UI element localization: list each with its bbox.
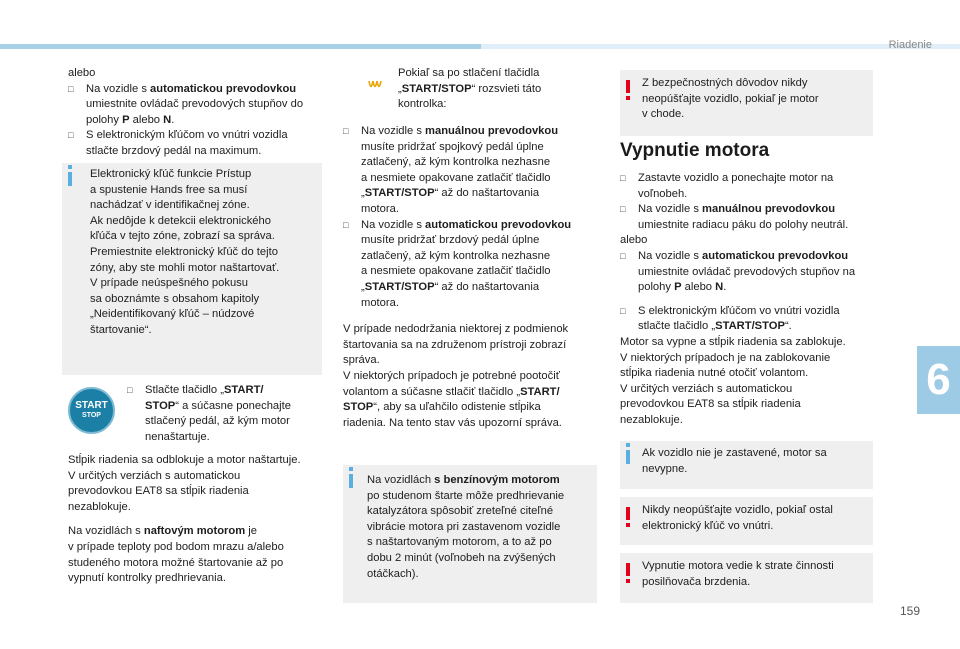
text-line: nenaštartuje.: [145, 430, 210, 443]
text-line: umiestnite radiacu páku do polohy neutrál.: [638, 218, 849, 231]
warning-icon: [626, 507, 630, 520]
text-line: „START/STOP“ rozsvieti táto: [398, 82, 542, 95]
text-line: zatlačený, až kým kontrolka nezhasne: [361, 249, 551, 262]
text-line: Stlačte tlačidlo „START/: [145, 384, 264, 396]
column-1: [68, 66, 328, 160]
info-box: [620, 441, 873, 489]
text-line: stlačený pedál, až kým motor: [145, 415, 290, 428]
text-line: štartovania sa na združenom prístroji zobrazí: [343, 338, 567, 351]
text-line: V niektorých prípadoch je na zablokovanie: [620, 351, 831, 364]
column-2: [398, 66, 588, 113]
text-line: Elektronický kľúč funkcie Prístup: [90, 168, 252, 180]
bullet-item: [127, 383, 327, 445]
text-line: „START/STOP“ až do naštartovania: [361, 280, 540, 293]
text-line: umiestnite ovládač prevodových stupňov na: [638, 265, 856, 278]
bullet-item: [68, 128, 328, 159]
section-heading: Vypnutie motora: [620, 140, 770, 161]
text-line: Nikdy neopúšťajte vozidlo, pokiaľ ostal: [642, 504, 833, 516]
warning-box: [620, 70, 873, 136]
text-line: „Neidentifikovaný kľúč – núdzové: [90, 308, 255, 321]
info-box: [343, 465, 597, 603]
text-line: Na vozidlách s naftovým motorom je: [68, 525, 258, 538]
bullet-marker-icon: □: [620, 305, 626, 316]
column-3: [620, 171, 880, 429]
text-line: musíte pridržať brzdový pedál úplne: [361, 234, 540, 247]
warning-text: [642, 503, 833, 534]
text-line: STOP“ a súčasne ponechajte: [145, 399, 291, 412]
text-line: stlačte brzdový pedál na maximum.: [86, 144, 262, 157]
warning-box: [620, 497, 873, 545]
text-line: umiestnite ovládač prevodových stupňov do: [86, 98, 304, 111]
warning-text: [642, 559, 834, 590]
bullet-marker-icon: □: [68, 130, 74, 141]
text-line: kontrolka:: [398, 98, 447, 111]
text-line: vypnutí kontrolky predhrievania.: [68, 572, 226, 585]
bullet-marker-icon: □: [343, 219, 349, 230]
text-line: zóny, aby ste mohli motor naštartovať.: [90, 261, 280, 274]
text-line: Ak vozidlo nie je zastavené, motor sa: [642, 447, 827, 459]
text-line: polohy P alebo N.: [86, 113, 175, 126]
text-line: V určitých verziách s automatickou: [68, 469, 241, 482]
text-line: motora.: [361, 296, 399, 309]
text-line: katalyzátora spôsobiť zreteľné citeľné: [367, 505, 554, 518]
text-line: Na vozidle s automatickou prevodovkou: [361, 218, 572, 231]
warning-icon: [626, 563, 630, 576]
paragraph: [68, 453, 328, 515]
paragraph: [620, 335, 880, 429]
bullet-marker-icon: □: [68, 83, 74, 94]
glow-plug-icon: [368, 80, 382, 92]
text-line: Na vozidle s automatickou prevodovkou: [638, 249, 849, 262]
text-line: volantom a súčasne stlačiť tlačidlo „START/: [343, 385, 560, 398]
text-line: a nesmiete opakovane zatlačiť tlačidlo: [361, 171, 551, 184]
page-number: 159: [900, 604, 921, 618]
bullet-marker-icon: □: [620, 204, 626, 215]
text-line: Premiestnite elektronický kľúč do tejto: [90, 245, 278, 258]
text-line: STOP“, aby sa uľahčilo odistenie stĺpika: [343, 401, 541, 414]
text-line: prevodovkou EAT8 sa stĺpik riadenia: [68, 485, 249, 498]
text-line: riadenia. Na tento stav vás upozorní správa.: [343, 416, 562, 429]
start-instruction: [127, 383, 327, 445]
column-1-bottom: [68, 453, 328, 587]
start-stop-icon: [68, 387, 115, 434]
text-line: V určitých verziách s automatickou: [620, 382, 793, 395]
text-line: Stĺpik riadenia sa odblokuje a motor naštartuje.: [68, 454, 301, 466]
text-line: V prípade nedodržania niektorej z podmienok: [343, 323, 569, 336]
header-bar-left: [0, 44, 481, 49]
bullet-marker-icon: □: [127, 385, 133, 395]
text-line: motora.: [361, 202, 399, 215]
text-line: a nesmiete opakovane zatlačiť tlačidlo: [361, 265, 551, 278]
text-line: s naštartovaným motorom, a to až po: [367, 536, 552, 549]
start-label: START: [75, 400, 108, 411]
bullet-marker-icon: □: [343, 126, 349, 136]
text-line: Vypnutie motora vedie k strate činnosti: [642, 560, 834, 572]
bullet-item: [620, 304, 880, 335]
text-line: Na vozidlách s benzínovým motorom: [367, 474, 560, 486]
text-line: studeného motora možné štartovanie až po: [68, 556, 284, 569]
text-line: sa oboznámte s obsahom kapitoly: [90, 292, 260, 305]
text-line: otáčkach).: [367, 567, 419, 580]
warning-icon: [626, 80, 630, 93]
text-line: po studenom štarte môže predhrievanie: [367, 489, 565, 502]
info-icon: [68, 172, 72, 186]
bullet-item: [343, 124, 593, 218]
text-line: alebo: [620, 234, 648, 247]
text-line: nevypne.: [642, 462, 688, 475]
info-icon: [626, 450, 630, 464]
text-line: voľnobeh.: [638, 187, 688, 200]
text-line: a spustenie Hands free sa musí: [90, 183, 248, 196]
paragraph: [398, 66, 588, 113]
text-line: Na vozidle s manuálnou prevodovkou: [638, 203, 836, 216]
text-line: Zastavte vozidlo a ponechajte motor na: [638, 172, 834, 184]
text-line: Z bezpečnostných dôvodov nikdy: [642, 77, 808, 89]
text-line: nezablokuje.: [620, 413, 683, 426]
warning-text: [642, 76, 819, 123]
paragraph: [343, 322, 593, 431]
text-line: V niektorých prípadoch je potrebné pootočiť: [343, 369, 560, 382]
bullet-item: [620, 171, 880, 202]
bullet-item: [68, 82, 328, 129]
paragraph: [620, 233, 880, 249]
info-text: [367, 473, 564, 582]
chapter-tab: 6: [917, 346, 960, 414]
text-line: Pokiaľ sa po stlačení tlačidla: [398, 67, 540, 79]
text-line: vibrácie motora pri zastavenom vozidle: [367, 520, 561, 533]
text-line: musíte pridržať spojkový pedál úplne: [361, 140, 544, 153]
text-line: stlačte tlačidlo „START/STOP“.: [638, 320, 792, 333]
bullet-item: [620, 249, 880, 296]
text-line: Ak nedôjde k detekcii elektronického: [90, 214, 271, 227]
text-line: S elektronickým kľúčom vo vnútri vozidla: [86, 129, 288, 142]
info-icon: [349, 474, 353, 488]
text-line: S elektronickým kľúčom vo vnútri vozidla: [638, 304, 840, 317]
text-line: dobu 2 minút (voľnobeh na zvýšených: [367, 551, 556, 564]
text-line: „START/STOP“ až do naštartovania: [361, 187, 540, 200]
info-text: [90, 167, 279, 339]
text-line: alebo: [68, 67, 96, 79]
text-line: kľúča v tejto zóne, zobrazí sa správa.: [90, 230, 275, 243]
stop-label: STOP: [82, 412, 101, 419]
text-line: Na vozidle s manuálnou prevodovkou: [361, 125, 559, 137]
bullet-marker-icon: □: [620, 250, 626, 261]
bullet-item: [343, 218, 593, 312]
text-line: zatlačený, až kým kontrolka nezhasne: [361, 156, 551, 169]
text-line: neopúšťajte vozidlo, pokiaľ je motor: [642, 92, 819, 105]
text-line: nachádzať v identifikačnej zóne.: [90, 199, 250, 212]
bullet-marker-icon: □: [620, 173, 626, 183]
bullet-item: [620, 202, 880, 233]
text-line: Na vozidle s automatickou prevodovkou: [86, 82, 297, 95]
text-line: posilňovača brzdenia.: [642, 575, 751, 588]
info-box: [62, 163, 322, 375]
text-line: Motor sa vypne a stĺpik riadenia sa zablokuje.: [620, 335, 846, 348]
text-line: nezablokuje.: [68, 500, 131, 513]
column-2-body: [343, 124, 593, 431]
text-line: polohy P alebo N.: [638, 281, 727, 294]
text-line: štartovanie“.: [90, 323, 152, 336]
paragraph: [68, 66, 328, 82]
text-line: správa.: [343, 354, 380, 367]
text-line: prevodovkou EAT8 sa stĺpik riadenia: [620, 398, 801, 411]
text-line: elektronický kľúč vo vnútri.: [642, 519, 774, 532]
text-line: v chode.: [642, 108, 685, 121]
info-text: [642, 446, 827, 477]
warning-box: [620, 553, 873, 603]
paragraph: [68, 524, 328, 586]
section-title: Riadenie: [888, 39, 932, 51]
text-line: v prípade teploty pod bodom mrazu a/alebo: [68, 540, 284, 553]
text-line: stĺpika riadenia nutné otočiť volantom.: [620, 367, 809, 380]
text-line: V prípade neúspešného pokusu: [90, 277, 248, 290]
